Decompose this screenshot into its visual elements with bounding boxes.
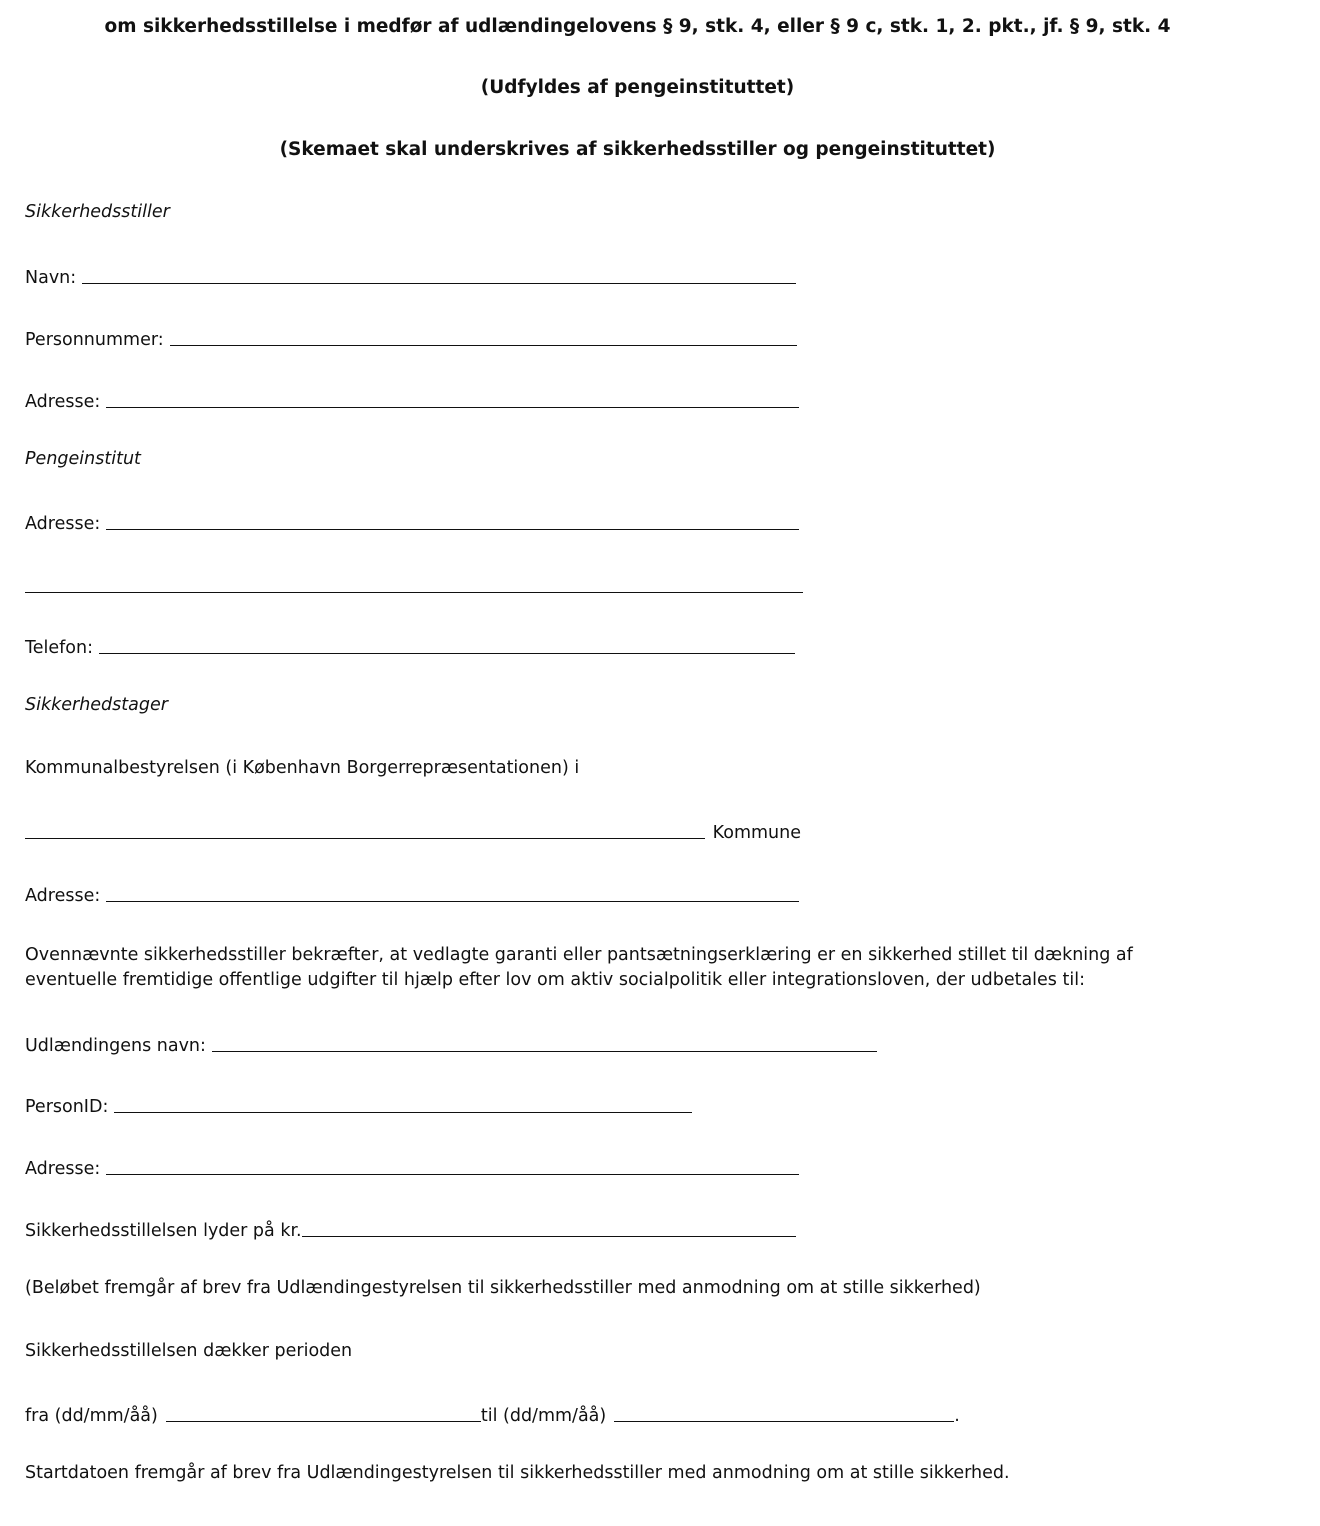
kommune-line[interactable]	[25, 838, 705, 839]
adresse-label: Adresse:	[25, 1159, 101, 1179]
personnummer-field[interactable]	[25, 324, 797, 350]
form-title: om sikkerhedsstillelse i medfør af udlændingelovens § 9, stk. 4, eller § 9 c, stk. 1, 2. pkt., jf. § 9, stk. 4	[104, 16, 1171, 37]
kommune-field[interactable]	[25, 817, 801, 843]
navn-label: Navn:	[25, 268, 77, 288]
telefon-field[interactable]	[25, 632, 795, 658]
form-subtitle-sign: (Skemaet skal underskrives af sikkerhedsstiller og pengeinstituttet)	[279, 139, 996, 160]
personid-field[interactable]	[25, 1091, 692, 1117]
til-date-line[interactable]	[614, 1421, 954, 1422]
personnummer-line[interactable]	[170, 345, 797, 346]
adresse-label: Adresse:	[25, 514, 101, 534]
navn-line[interactable]	[82, 283, 796, 284]
adresse-label: Adresse:	[25, 392, 101, 412]
udlaendingens-navn-field[interactable]	[25, 1030, 877, 1056]
declaration-line-1: Ovennævnte sikkerhedsstiller bekræfter, at vedlagte garanti eller pantsætningserklæring er en sikkerhed stillet til dækning af	[25, 945, 1133, 965]
declaration-line-2: eventuelle fremtidige offentlige udgifter til hjælp efter lov om aktiv socialpolitik eller integrationsloven, der udbetales til:	[25, 970, 1085, 990]
sikkerhedstager-adresse-field[interactable]	[25, 880, 799, 906]
adresse-line[interactable]	[106, 407, 799, 408]
adresse-line-2[interactable]	[25, 592, 803, 593]
sikkerhedsstiller-adresse-field[interactable]	[25, 386, 799, 412]
adresse-line[interactable]	[106, 1174, 799, 1175]
section-sikkerhedsstiller: Sikkerhedsstiller	[25, 202, 170, 222]
fra-label: fra (dd/mm/åå)	[25, 1406, 158, 1426]
section-pengeinstitut: Pengeinstitut	[25, 449, 141, 469]
beloeb-note: (Beløbet fremgår af brev fra Udlændingestyrelsen til sikkerhedsstiller med anmodning om at stille sikkerhed)	[25, 1278, 981, 1298]
periode-label: Sikkerhedsstillelsen dækker perioden	[25, 1341, 353, 1361]
adresse-line[interactable]	[106, 529, 799, 530]
personnummer-label: Personnummer:	[25, 330, 164, 350]
section-sikkerhedstager: Sikkerhedstager	[25, 695, 168, 715]
telefon-label: Telefon:	[25, 638, 93, 658]
til-label: til (dd/mm/åå)	[480, 1406, 607, 1426]
udlaendingens-navn-label: Udlændingens navn:	[25, 1036, 206, 1056]
kommunalbestyrelsen-text: Kommunalbestyrelsen (i København Borgerrepræsentationen) i	[25, 758, 580, 778]
pengeinstitut-adresse-line2[interactable]	[25, 571, 803, 597]
adresse-label: Adresse:	[25, 886, 101, 906]
form-subtitle-fill: (Udfyldes af pengeinstituttet)	[480, 77, 795, 98]
personid-line[interactable]	[114, 1112, 692, 1113]
period-end: .	[954, 1406, 960, 1426]
beloeb-field[interactable]	[25, 1215, 796, 1241]
fra-date-line[interactable]	[166, 1421, 481, 1422]
udlaending-adresse-field[interactable]	[25, 1153, 799, 1179]
pengeinstitut-adresse-field[interactable]	[25, 508, 799, 534]
startdato-note: Startdatoen fremgår af brev fra Udlændingestyrelsen til sikkerhedsstiller med anmodning om at stille sikkerhed.	[25, 1463, 1010, 1483]
beloeb-label: Sikkerhedsstillelsen lyder på kr.	[25, 1221, 302, 1241]
periode-field[interactable]	[25, 1400, 1000, 1426]
telefon-line[interactable]	[99, 653, 795, 654]
personid-label: PersonID:	[25, 1097, 109, 1117]
adresse-line[interactable]	[106, 901, 799, 902]
udlaendingens-navn-line[interactable]	[212, 1051, 877, 1052]
kommune-label: Kommune	[712, 823, 801, 843]
beloeb-line[interactable]	[302, 1236, 796, 1237]
navn-field[interactable]	[25, 262, 796, 288]
